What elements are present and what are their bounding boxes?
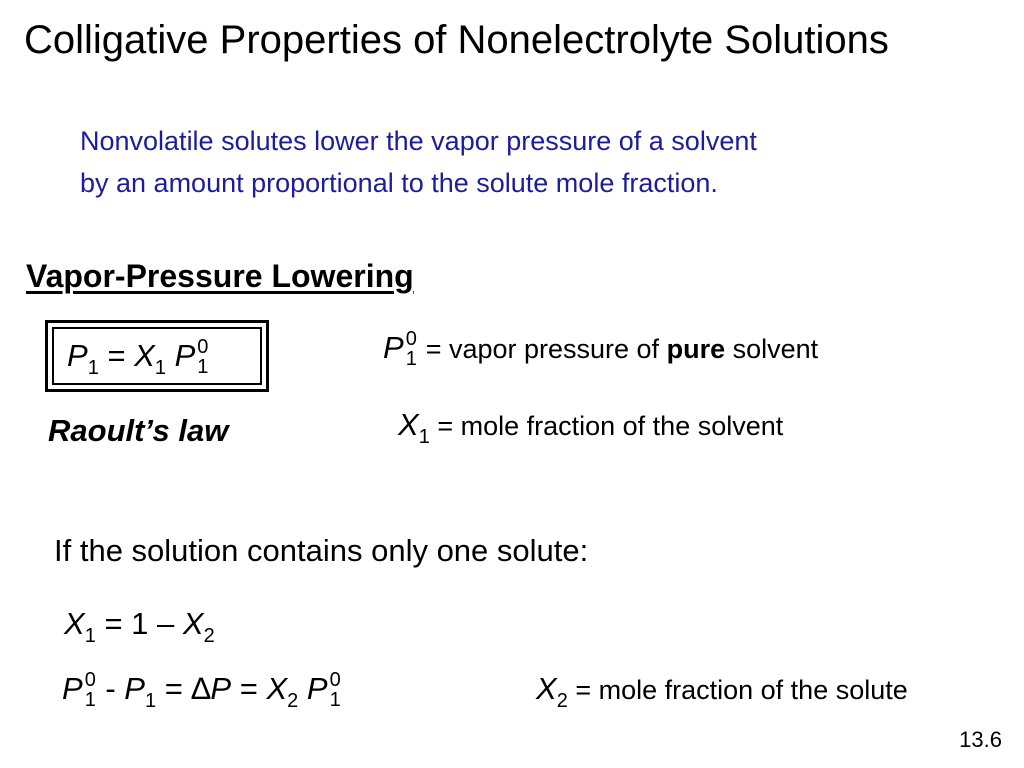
formula-var: P <box>67 338 88 373</box>
formula-operator: = 1 – <box>104 606 175 641</box>
formula-operator: = <box>107 338 126 373</box>
formula-subscript: 1 <box>405 348 417 370</box>
formula-subscript: 2 <box>203 625 215 647</box>
formula-superscript: 0 <box>197 336 209 358</box>
raoult-law-formula <box>67 337 209 379</box>
formula-var: P <box>124 671 145 706</box>
formula-var: X <box>182 606 204 641</box>
formula-subscript: 1 <box>84 689 96 711</box>
definition-text: = vapor pressure of <box>425 334 667 364</box>
formula-superscript: 0 <box>84 669 96 691</box>
formula-sup-sub-stack <box>83 669 97 711</box>
definition-text: = mole fraction of the solute <box>575 675 908 705</box>
intro-line-1: Nonvolatile solutes lower the vapor pressure of a solvent <box>80 126 757 156</box>
formula-var: X <box>134 338 155 373</box>
formula-operator: - <box>105 671 116 706</box>
vapor-pressure-lowering-equation <box>62 670 342 712</box>
formula-subscript: 1 <box>197 356 209 378</box>
condition-text: If the solution contains only one solute: <box>54 533 589 568</box>
formula-var: P <box>306 671 328 706</box>
definition-solvent-mole-fraction <box>398 406 783 448</box>
definition-solute-mole-fraction <box>536 670 908 712</box>
formula-var: X <box>266 671 288 706</box>
formula-var: X <box>64 606 85 641</box>
definition-pure-vapor-pressure <box>383 329 818 368</box>
formula-subscript: 1 <box>87 357 99 379</box>
formula-subscript: 1 <box>84 625 96 647</box>
intro-line-2: by an amount proportional to the solute mole fraction. <box>80 168 718 198</box>
formula-operator: = <box>239 671 258 706</box>
formula-subscript: 1 <box>329 689 341 711</box>
formula-superscript: 0 <box>329 669 341 691</box>
formula-var: P <box>383 330 404 365</box>
slide-number: 13.6 <box>959 727 1002 752</box>
formula-sup-sub-stack <box>195 336 209 378</box>
formula-var: X <box>536 671 557 706</box>
formula-operator: = <box>164 671 183 706</box>
delta-symbol: ∆ <box>191 671 211 706</box>
mole-fraction-equation <box>64 605 215 647</box>
definition-text: solvent <box>725 334 819 364</box>
formula-sup-sub-stack <box>404 328 418 370</box>
formula-subscript: 2 <box>556 690 568 712</box>
formula-subscript: 1 <box>154 357 166 379</box>
formula-var: P <box>62 671 83 706</box>
formula-subscript: 1 <box>144 690 157 712</box>
slide-title: Colligative Properties of Nonelectrolyte Solutions <box>24 18 889 62</box>
formula-subscript: 1 <box>418 426 430 448</box>
intro-text <box>80 120 757 204</box>
formula-subscript: 2 <box>287 690 299 712</box>
formula-var: P <box>210 671 232 706</box>
formula-superscript: 0 <box>405 328 417 350</box>
formula-var: P <box>174 338 196 373</box>
definition-bold-text: pure <box>666 334 726 364</box>
section-heading: Vapor-Pressure Lowering <box>26 258 414 294</box>
formula-var: X <box>398 407 419 442</box>
formula-sup-sub-stack <box>328 669 342 711</box>
definition-text: = mole fraction of the solvent <box>437 411 784 441</box>
raoult-law-label: Raoult’s law <box>48 413 229 448</box>
